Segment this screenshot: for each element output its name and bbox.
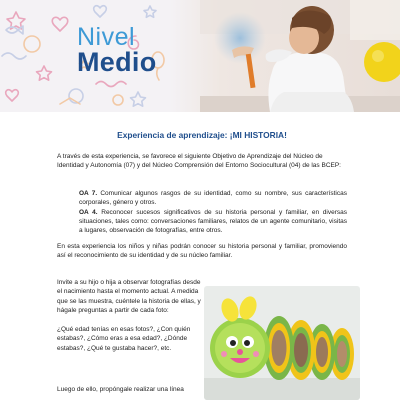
experience-title: Experiencia de aprendizaje: ¡MI HISTORIA! [117,130,287,140]
objective-text: Reconocer sucesos significativos de su historia personal y familiar, en diversas situaciones, tales como: conversaciones familiares, relatos de un agente comunitario, visitas a lugares, observación de fotografías, entre otros. [79,208,347,235]
objective-item [79,208,347,236]
header-banner [0,0,400,112]
objective-text: Comunicar algunos rasgos de su identidad, como su nombre, sus características corporales, género y otros. [79,190,347,207]
nivel-medio-logo [77,23,177,77]
paragraph-instructions: Invite a su hijo o hija a observar fotografías desde el nacimiento hasta el momento actual. A medida que se las muestra, cuéntele la historia de ellas, y hágale preguntas a partir de cada foto: [57,279,201,314]
paragraph-next-step: Luego de ello, propóngale realizar una línea [57,386,184,393]
logo-line-1: Nivel [77,23,136,51]
child-photo [170,0,400,112]
objective-code: OA 7. [79,190,98,197]
paragraph-purpose: En esta experiencia los niños y niñas podrán conocer su historia personal y familiar, promoviendo así el reconocimiento de su identidad y de su núcleo familiar. [57,243,347,260]
intro-paragraph: A través de esta experiencia, se favorece el siguiente Objetivo de Aprendizaje del Núcleo de Identidad y Autonomía (07) y del Núcleo Comprensión del Entorno Sociocultural (04) de las BCEP: [57,153,341,170]
caterpillar-craft-photo [204,286,360,400]
objectives-list [79,189,347,235]
objective-item [79,189,347,208]
logo-line-2: Medio [77,46,157,77]
objective-code: OA 4. [79,208,98,216]
paragraph-questions: ¿Qué edad tenías en esas fotos?, ¿Con quién estabas?, ¿Cómo eras a esa edad?, ¿Dónde estabas?, ¿Qué te gustaba hacer?, etc. [57,326,191,352]
